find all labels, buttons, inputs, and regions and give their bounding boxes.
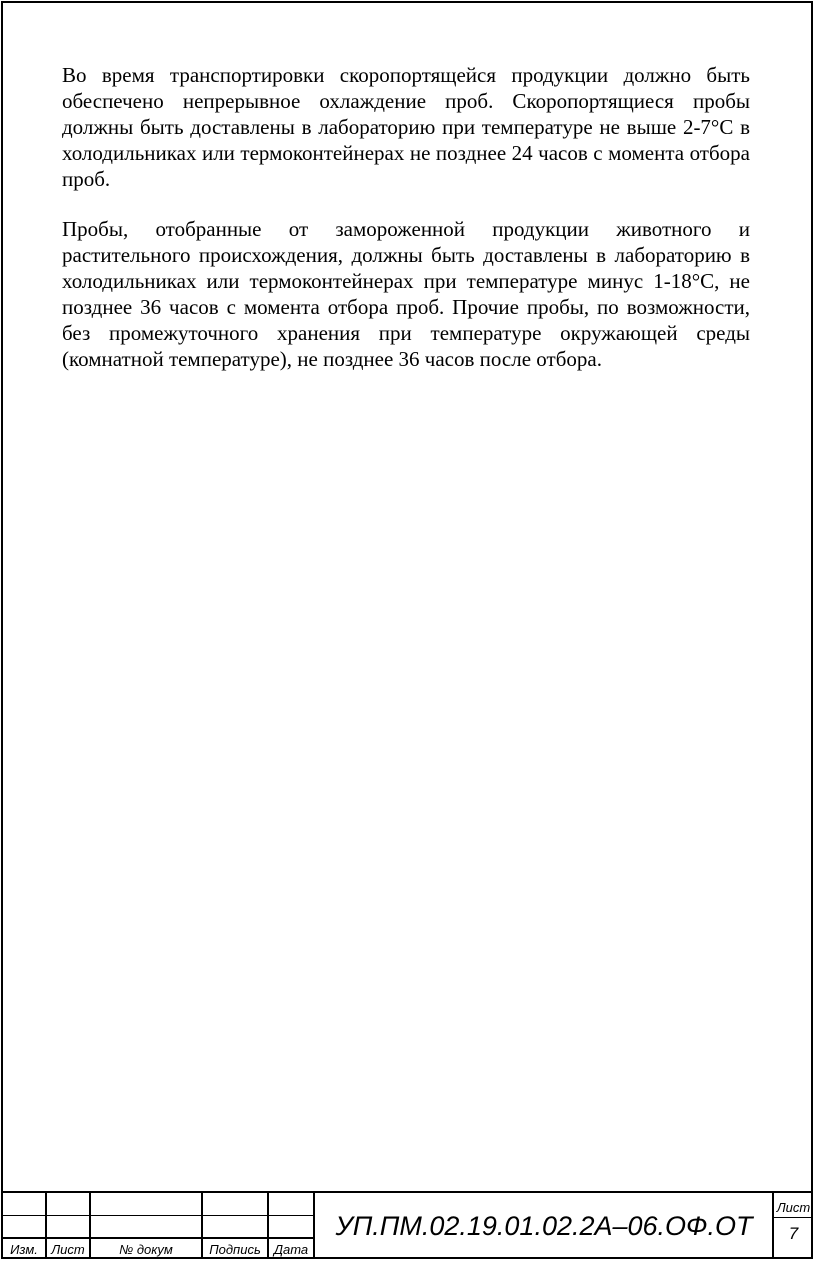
stamp-row-line <box>1 1215 313 1216</box>
sheet-number: 7 <box>788 1224 799 1243</box>
column-label-list: Лист <box>51 1242 85 1257</box>
paragraph-1: Во время транспортировки скоропортящейся продукции должно быть обеспечено непрерывное охлаждение проб. Скоропортящиеся пробы должны быть доставлены в лабораторию при температуре не выше 2-7°С в холодильниках или термоконтейнерах не позднее 24 часов с момента отбора проб. <box>62 63 750 191</box>
paragraph-2: Пробы, отобранные от замороженной продукции животного и растительного происхождения, должны быть доставлены в лабораторию в холодильниках или термоконтейнерах при температуре минус 1-18°С, не позднее 36 часов с момента отбора проб. Прочие пробы, по возможности, без промежуточного хранения при температуре окружающей среды (комнатной температуре), не позднее 36 часов после отбора. <box>62 217 750 371</box>
document-body <box>62 62 750 396</box>
column-label-doc-no: № докум <box>119 1242 173 1257</box>
sheet-label: Лист <box>776 1200 811 1215</box>
column-label-izm: Изм. <box>10 1242 38 1257</box>
column-label-date: Дата <box>273 1242 309 1257</box>
stamp-divider <box>313 1193 315 1259</box>
document-code: УП.ПМ.02.19.01.02.2А–06.ОФ.ОТ <box>335 1211 753 1241</box>
column-label-signature: Подпись <box>209 1242 261 1257</box>
sheet-box-line <box>772 1217 813 1218</box>
stamp-row-line <box>1 1237 313 1239</box>
title-block <box>1 1191 813 1259</box>
